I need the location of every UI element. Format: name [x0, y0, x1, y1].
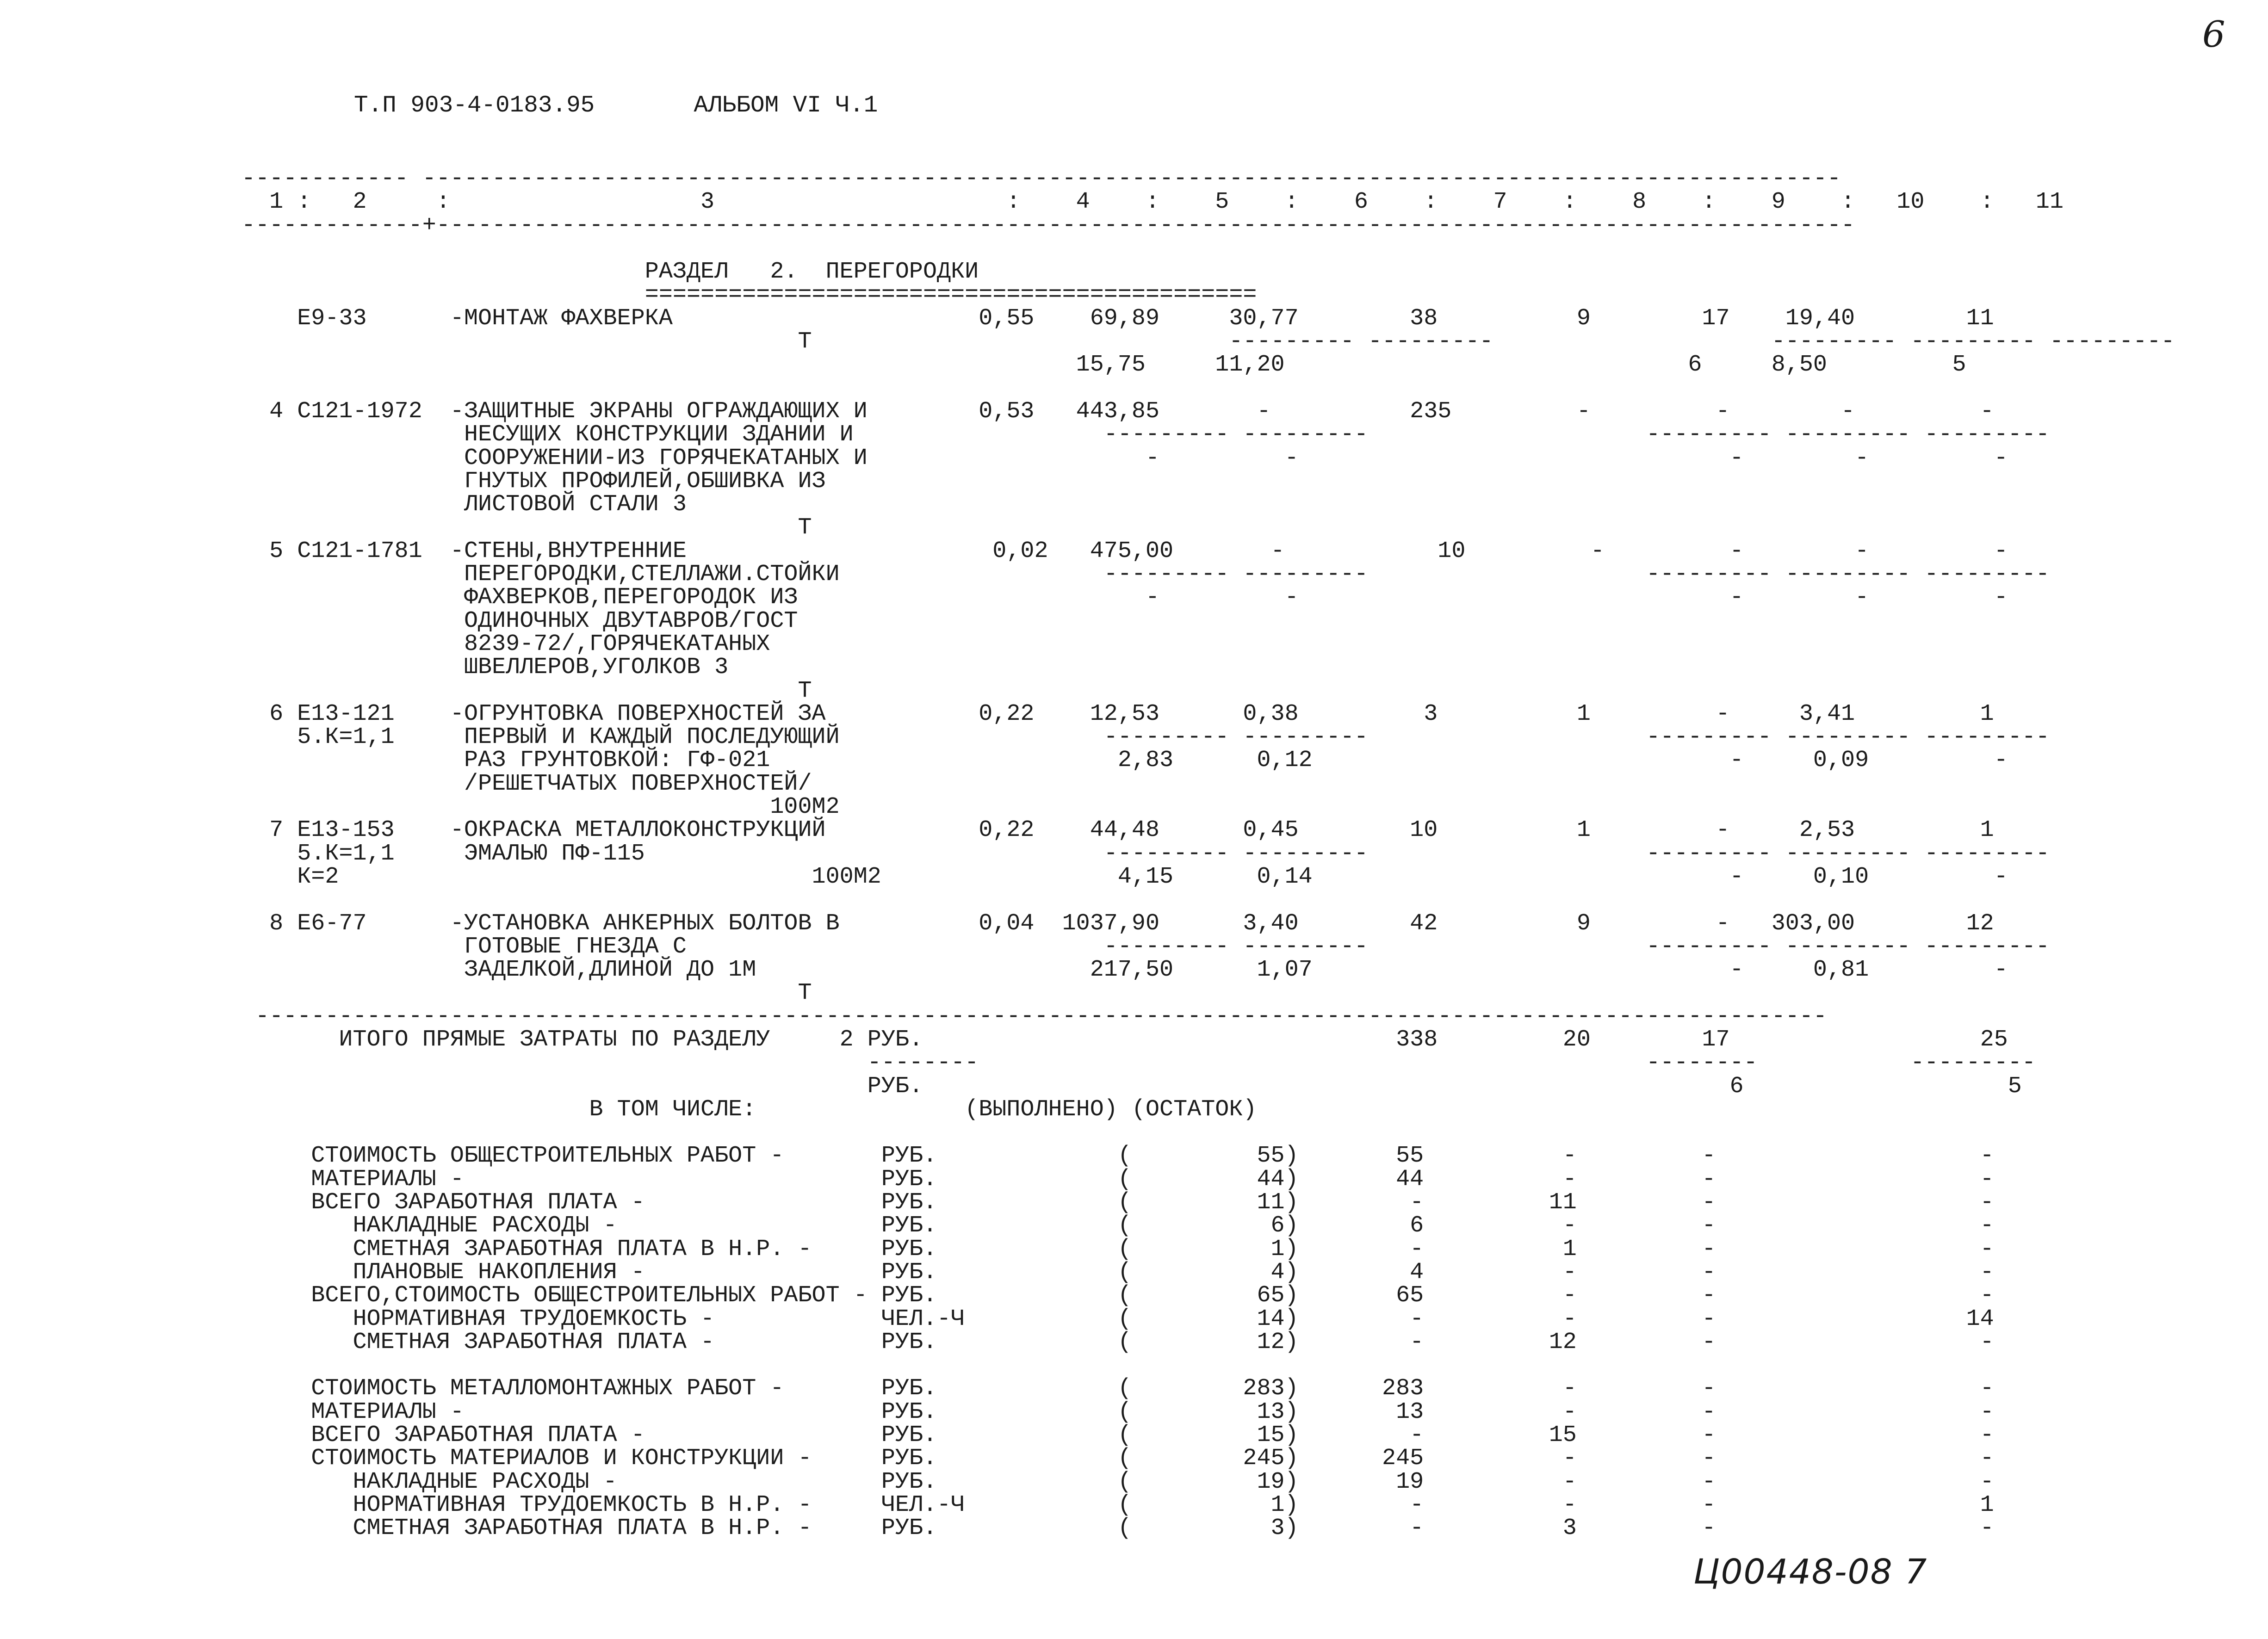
printout-line: 1 : 2 : 3 : 4 : 5 : 6 : 7 : 8 : 9 : 10 : 11 — [242, 189, 2064, 216]
printout-line: ОДИНОЧНЫХ ДВУТАВРОВ/ГОСТ — [242, 607, 798, 634]
printout-line — [242, 1354, 2175, 1377]
printout-line: НОРМАТИВНАЯ ТРУДОЕМКОСТЬ В Н.Р. - ЧЕЛ.-Ч ( 1) - - - 1 — [242, 1491, 1994, 1518]
printout-line: СТОИМОСТЬ ОБЩЕСТРОИТЕЛЬНЫХ РАБОТ - РУБ. ( 55) 55 - - - — [242, 1143, 1994, 1169]
printout-line: 7 Е13-153 -ОКРАСКА МЕТАЛЛОКОНСТРУКЦИЙ 0,22 44,48 0,45 10 1 - 2,53 1 — [242, 817, 1994, 844]
estimate-printout — [242, 167, 2175, 1540]
printout-line: ----------------------------------------------------------------------------------------------------------------- — [242, 1003, 1827, 1030]
printout-line: ЛИСТОВОЙ СТАЛИ 3 — [242, 491, 687, 518]
printout-line: НОРМАТИВНАЯ ТРУДОЕМКОСТЬ - ЧЕЛ.-Ч ( 14) - - - 14 — [242, 1305, 1994, 1332]
printout-line: К=2 100М2 4,15 0,14 - 0,10 - — [242, 863, 2008, 890]
printout-line: ГОТОВЫЕ ГНЕЗДА С --------- --------- --------- --------- --------- — [242, 933, 2050, 960]
printout-line: МАТЕРИАЛЫ - РУБ. ( 44) 44 - - - — [242, 1166, 1994, 1193]
printout-line: /РЕШЕТЧАТЫХ ПОВЕРХНОСТЕЙ/ — [242, 770, 812, 797]
printout-line: ВСЕГО ЗАРАБОТНАЯ ПЛАТА - РУБ. ( 15) - 15 - - — [242, 1422, 1994, 1449]
printout-line: НАКЛАДНЫЕ РАСХОДЫ - РУБ. ( 19) 19 - - - — [242, 1468, 1994, 1495]
printout-line: ИТОГО ПРЯМЫЕ ЗАТРАТЫ ПО РАЗДЕЛУ 2 РУБ. 338 20 17 25 — [242, 1026, 2008, 1053]
printout-line: МАТЕРИАЛЫ - РУБ. ( 13) 13 - - - — [242, 1398, 1994, 1425]
printout-line: В ТОМ ЧИСЛЕ: (ВЫПОЛНЕНО) (ОСТАТОК) — [242, 1096, 1257, 1123]
printout-line: 4 С121-1972 -ЗАЩИТНЫЕ ЭКРАНЫ ОГРАЖДАЮЩИХ И 0,53 443,85 - 235 - - - - — [242, 398, 1994, 425]
printout-line: 6 Е13-121 -ОГРУНТОВКА ПОВЕРХНОСТЕЙ ЗА 0,22 12,53 0,38 3 1 - 3,41 1 — [242, 700, 1994, 727]
printout-line: 8239-72/,ГОРЯЧЕКАТАНЫХ — [242, 631, 770, 657]
printout-line — [242, 889, 2175, 912]
doc-reference: Т.П 903-4-0183.95 — [354, 93, 595, 119]
printout-line: ВСЕГО,СТОИМОСТЬ ОБЩЕСТРОИТЕЛЬНЫХ РАБОТ - РУБ. ( 65) 65 - - - — [242, 1282, 1994, 1309]
printout-line: Е9-33 -МОНТАЖ ФАХВЕРКА 0,55 69,89 30,77 38 9 17 19,40 11 — [242, 305, 1994, 332]
printout-line: ------------ ------------------------------------------------------------------------------------------------------ — [242, 166, 1841, 192]
printout-line: СМЕТНАЯ ЗАРАБОТНАЯ ПЛАТА В Н.Р. - РУБ. ( 3) - 3 - - — [242, 1515, 1994, 1542]
document-code: Ц00448-08 7 — [1693, 1552, 1928, 1592]
printout-line: 5.К=1,1 ЭМАЛЬЮ ПФ-115 --------- --------- --------- --------- --------- — [242, 840, 2050, 867]
printout-line: ШВЕЛЛЕРОВ,УГОЛКОВ 3 — [242, 654, 729, 681]
printout-line: СТОИМОСТЬ МЕТАЛЛОМОНТАЖНЫХ РАБОТ - РУБ. ( 283) 283 - - - — [242, 1375, 1994, 1402]
printout-line: Т — [242, 980, 812, 1007]
printout-line: ФАХВЕРКОВ,ПЕРЕГОРОДОК ИЗ - - - - - — [242, 584, 2008, 611]
printout-line: ГНУТЫХ ПРОФИЛЕЙ,ОБШИВКА ИЗ — [242, 468, 826, 495]
document-header — [354, 93, 878, 119]
printout-line: СТОИМОСТЬ МАТЕРИАЛОВ И КОНСТРУКЦИИ - РУБ. ( 245) 245 - - - — [242, 1445, 1994, 1472]
printout-line: РАЗ ГРУНТОВКОЙ: ГФ-021 2,83 0,12 - 0,09 - — [242, 747, 2008, 774]
printout-line: -------------+------------------------------------------------------------------------------------------------------ — [242, 212, 1855, 239]
printout-line: ПЛАНОВЫЕ НАКОПЛЕНИЯ - РУБ. ( 4) 4 - - - — [242, 1259, 1994, 1286]
printout-line: ПЕРЕГОРОДКИ,СТЕЛЛАЖИ.СТОЙКИ --------- --------- --------- --------- --------- — [242, 561, 2050, 588]
printout-line: СООРУЖЕНИИ-ИЗ ГОРЯЧЕКАТАНЫХ И - - - - - — [242, 445, 2008, 471]
printout-line: 100М2 — [242, 794, 840, 821]
printout-line: Т — [242, 514, 812, 541]
printout-line: НАКЛАДНЫЕ РАСХОДЫ - РУБ. ( 6) 6 - - - — [242, 1212, 1994, 1239]
printout-line — [242, 237, 2175, 260]
printout-line: ЗАДЕЛКОЙ,ДЛИНОЙ ДО 1М 217,50 1,07 - 0,81 - — [242, 957, 2008, 983]
printout-line: Т --------- --------- --------- --------- --------- — [242, 328, 2175, 355]
printout-line: 5.К=1,1 ПЕРВЫЙ И КАЖДЫЙ ПОСЛЕДУЮЩИЙ --------- --------- --------- --------- --------- — [242, 724, 2050, 751]
printout-line: 15,75 11,20 6 8,50 5 — [242, 352, 1966, 378]
printout-line: 5 С121-1781 -СТЕНЫ,ВНУТРЕННИЕ 0,02 475,00 - 10 - - - - — [242, 538, 2008, 564]
printout-line: НЕСУЩИХ КОНСТРУКЦИИ ЗДАНИИ И --------- --------- --------- --------- --------- — [242, 421, 2050, 448]
printout-line — [242, 1121, 2175, 1144]
printout-line: ВСЕГО ЗАРАБОТНАЯ ПЛАТА - РУБ. ( 11) - 11 - - — [242, 1189, 1994, 1216]
printout-line: 8 Е6-77 -УСТАНОВКА АНКЕРНЫХ БОЛТОВ В 0,04 1037,90 3,40 42 9 - 303,00 12 — [242, 910, 1994, 937]
printout-line: СМЕТНАЯ ЗАРАБОТНАЯ ПЛАТА - РУБ. ( 12) - 12 - - — [242, 1329, 1994, 1355]
printout-line: Т — [242, 677, 812, 704]
printout-line: -------- -------- --------- — [242, 1050, 2036, 1076]
printout-line: ============================================ — [242, 282, 1257, 309]
album-label: АЛЬБОМ VI Ч.1 — [694, 93, 878, 119]
page-number: 6 — [2202, 14, 2225, 56]
printout-line: РУБ. 6 5 — [242, 1073, 2022, 1100]
printout-line — [242, 377, 2175, 400]
printout-line: РАЗДЕЛ 2. ПЕРЕГОРОДКИ — [242, 259, 979, 285]
printout-line: СМЕТНАЯ ЗАРАБОТНАЯ ПЛАТА В Н.Р. - РУБ. ( 1) - 1 - - — [242, 1236, 1994, 1262]
